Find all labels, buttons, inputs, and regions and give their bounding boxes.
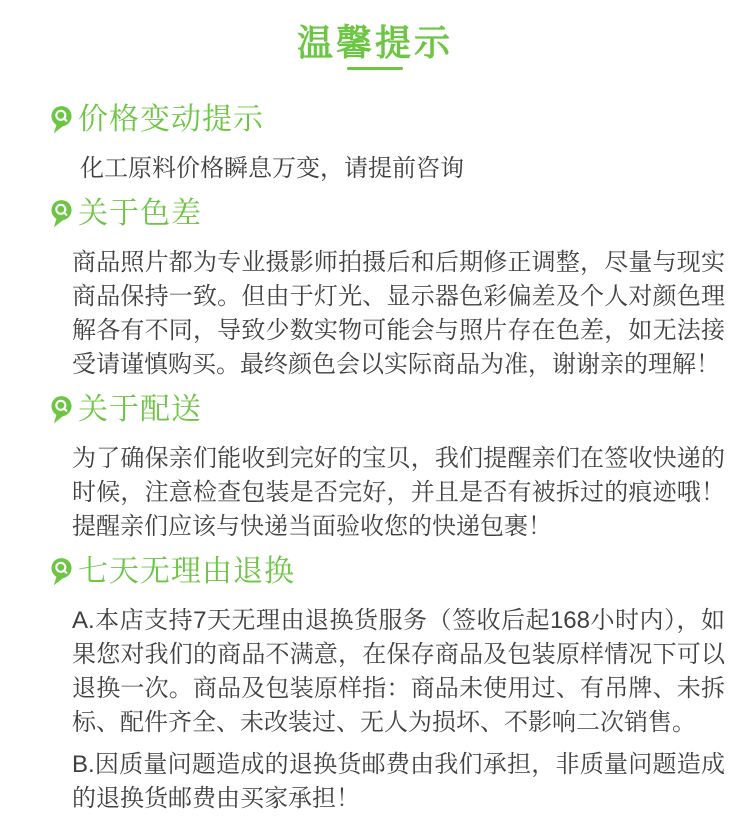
section-color-difference (0, 198, 750, 382)
section-body (72, 604, 725, 816)
section-title: 七天无理由退换 (78, 555, 295, 588)
section-body (72, 246, 725, 382)
page-header (0, 0, 750, 70)
section-paragraph: 商品照片都为专业摄影师拍摄后和后期修正调整，尽量与现实商品保持一致。但由于灯光、显示器色彩偏差及个人对颜色理解各有不同，导致少数实物可能会与照片存在色差，如无法接受请谨慎购买。最终颜色会以实际商品为准，谢谢亲的理解！ (72, 249, 725, 378)
section-paragraph: B.因质量问题造成的退换货邮费由我们承担，非质量问题造成的退换货邮费由买家承担！ (72, 751, 725, 812)
magnifier-bubble-icon (50, 199, 73, 229)
magnifier-bubble-icon (50, 105, 73, 135)
section-delivery (0, 394, 750, 544)
section-paragraph: A.本店支持7天无理由退换货服务（签收后起168小时内），如果您对我们的商品不满意，在保存商品及包装原样情况下可以退换一次。商品及包装原样指：商品未使用过、有吊牌、未拆标、配件齐全、未改装过、无人为损坏、不影响二次销售。 (72, 607, 725, 736)
section-heading (50, 394, 725, 426)
section-heading (50, 556, 725, 588)
section-body (72, 442, 725, 544)
magnifier-bubble-icon (50, 395, 73, 425)
title-underline (347, 67, 403, 70)
section-paragraph: 化工原料价格瞬息万变，请提前咨询 (80, 155, 464, 182)
section-heading (50, 198, 725, 230)
page-title: 温馨提示 (296, 22, 453, 63)
section-return-policy (0, 556, 750, 816)
section-body (80, 152, 725, 186)
section-title: 关于配送 (78, 393, 202, 426)
section-paragraph: 为了确保亲们能收到完好的宝贝，我们提醒亲们在签收快递的时候，注意检查包装是否完好，并且是否有被拆过的痕迹哦！提醒亲们应该与快递当面验收您的快递包裹！ (72, 445, 725, 540)
magnifier-bubble-icon (50, 557, 73, 587)
section-title: 关于色差 (78, 197, 202, 230)
section-price-notice (0, 104, 750, 186)
section-heading (50, 104, 725, 136)
section-title: 价格变动提示 (78, 103, 264, 136)
